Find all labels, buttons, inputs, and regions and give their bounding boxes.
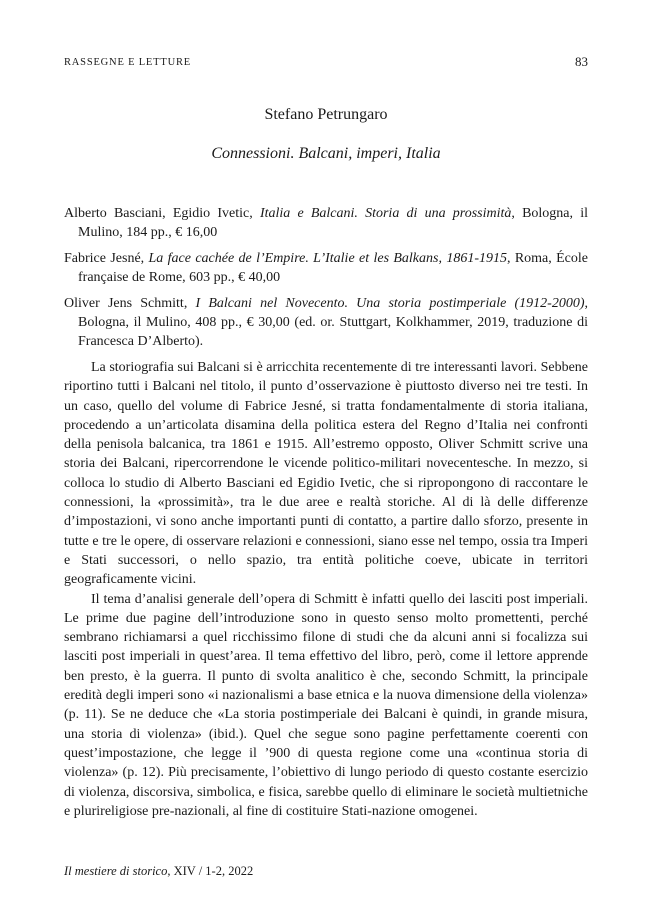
reference-entry xyxy=(64,294,588,351)
body-paragraph: Il tema d’analisi generale dell’opera di Schmitt è infatti quello dei lasciti post imperiali. Le prime due pagine dell’introduzione sono in questo senso molto promettenti, perché sembrano richiamarsi a quel ricchissimo filone di studi che da alcuni anni si focalizza sui lasciti post imperiali in quest’area. Il tema effettivo del libro, però, come il lettore apprende ben presto, è la guerra. Il punto di svolta analitico è che, secondo Schmitt, la principale eredità degli imperi sono «i nazionalismi a base etnica e la nuova dimensione della violenza» (p. 11). Se ne deduce che «La storia postimperiale dei Balcani è quindi, in grande misura, una storia di violenza» (ibid.). Quel che segue sono pagine perfettamente coerenti con quest’impostazione, che legge il ’900 di questa regione come una «continua storia di violenza» (p. 12). Più precisamente, l’obiettivo di lungo periodo di questo costante esercizio di violenza, discorsiva, simbolica, e fisica, sarebbe quello di eliminare le società multietniche e plurireligiose pre-nazionali, al fine di costituire Stati-nazione omogenei. xyxy=(64,591,588,819)
article-title: Connessioni. Balcani, imperi, Italia xyxy=(211,145,441,162)
reference-details: , Roma, École française de Rome, 603 pp., € 40,00 xyxy=(78,251,588,285)
reference-authors: Oliver Jens Schmitt, xyxy=(64,296,196,311)
journal-issue: , XIV / 1-2, 2022 xyxy=(167,864,254,878)
reference-title: I Balcani nel Novecento. Una storia postimperiale (1912-2000) xyxy=(195,296,585,311)
body-paragraph: La storiografia sui Balcani si è arricchita recentemente di tre interessanti lavori. Sebbene riportino tutti i Balcani nel titolo, il punto d’osservazione è piuttosto diverso nei tre testi. In un caso, quello del volume di Fabrice Jesné, si tratta fondamentalmente di storia italiana, procedendo a un’articolata disamina della politica estera del Regno d’Italia nei confronti della penisola balcanica, tra 1861 e 1915. All’estremo opposto, Oliver Schmitt scrive una storia dei Balcani, ripercorrendone le vicende politico-militari novecentesche. In mezzo, si colloca lo studio di Alberto Basciani ed Egidio Ivetic, che si ripropongono di raccontare le connessioni, la «prossimità», tra le due aree e realtà storiche. Al di là delle differenze d’impostazioni, vi sono anche importanti punti di contatto, a partire dallo sforzo, presente in tutte e tre le opere, di osservare relazioni e connessioni, siano esse nel tempo, ossia tra Imperi e Stati successori, o nello spazio, tra entità politiche coeve, ubicate in territori geograficamente vicini. xyxy=(64,360,588,588)
journal-name: Il mestiere di storico xyxy=(64,864,168,878)
article-body xyxy=(64,358,588,821)
reference-authors: Alberto Basciani, Egidio Ivetic, xyxy=(64,206,260,221)
reference-details: , Bologna, il Mulino, 408 pp., € 30,00 (ed. or. Stuttgart, Kolkhammer, 2019, traduzione di Francesca D’Alberto). xyxy=(78,296,588,349)
journal-footer xyxy=(64,864,588,879)
page xyxy=(64,0,588,910)
reference-entry xyxy=(64,249,588,287)
reference-entry xyxy=(64,204,588,242)
reference-title: La face cachée de l’Empire. L’Italie et les Balkans, 1861-1915 xyxy=(148,251,507,266)
reference-details: , Bologna, il Mulino, 184 pp., € 16,00 xyxy=(78,206,588,240)
page-number: 83 xyxy=(575,54,588,69)
reviewed-books xyxy=(64,204,588,358)
reference-title: Italia e Balcani. Storia di una prossimità xyxy=(259,206,512,221)
running-head: RASSEGNE E LETTURE xyxy=(64,57,191,68)
reference-authors: Fabrice Jesné, xyxy=(64,251,149,266)
article-author: Stefano Petrungaro xyxy=(264,106,388,123)
